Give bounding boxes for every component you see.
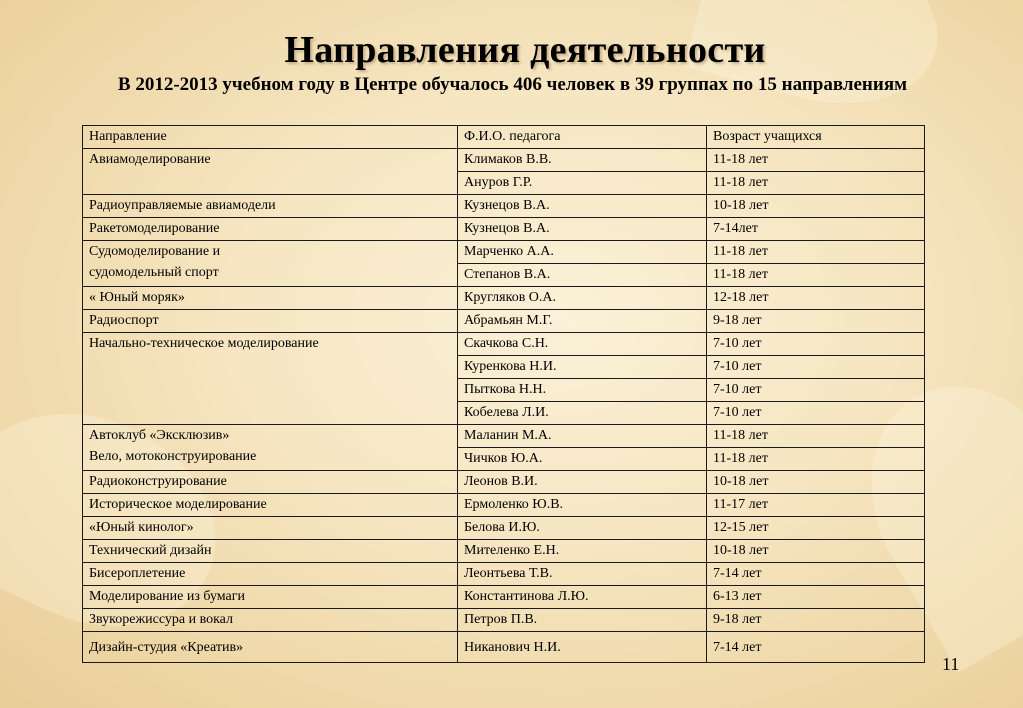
age-cell: 10-18 лет — [707, 195, 925, 218]
page-title: Направления деятельности — [284, 29, 766, 71]
direction-cell — [83, 287, 458, 310]
direction-cell — [83, 586, 458, 609]
teacher-cell: Кобелева Л.И. — [458, 402, 707, 425]
direction-name: Дизайн-студия «Креатив» — [89, 639, 244, 655]
table-row — [83, 287, 925, 310]
age-cell: 7-14 лет — [707, 563, 925, 586]
direction-name: Бисероплетение — [89, 566, 186, 581]
teacher-cell: Чичков Ю.А. — [458, 448, 707, 471]
teacher-cell: Скачкова С.Н. — [458, 333, 707, 356]
direction-cell — [83, 517, 458, 540]
direction-cell — [83, 425, 458, 471]
table-header-row — [83, 126, 925, 149]
direction-cell — [83, 310, 458, 333]
table-row — [83, 218, 925, 241]
teacher-cell: Абрамьян М.Г. — [458, 310, 707, 333]
direction-name: Автоклуб «Эксклюзив» — [89, 428, 230, 443]
age-cell: 11-18 лет — [707, 172, 925, 195]
age-cell: 11-17 лет — [707, 494, 925, 517]
teacher-cell: Петров П.В. — [458, 609, 707, 632]
table-row — [83, 149, 925, 172]
table-row — [83, 517, 925, 540]
teacher-cell: Кузнецов В.А. — [458, 218, 707, 241]
age-cell: 9-18 лет — [707, 609, 925, 632]
table-row — [83, 241, 925, 264]
table-row — [83, 471, 925, 494]
direction-name: Начально-техническое моделирование — [89, 336, 319, 351]
direction-cell — [83, 540, 458, 563]
table-row — [83, 540, 925, 563]
teacher-cell: Марченко А.А. — [458, 241, 707, 264]
direction-name: Судомоделирование и — [89, 244, 221, 259]
table-row — [83, 425, 925, 448]
direction-name: судомодельный спорт — [89, 265, 219, 280]
direction-name: « Юный моряк» — [89, 290, 185, 305]
page-number: 11 — [942, 654, 960, 674]
age-cell: 7-14 лет — [707, 632, 925, 663]
teacher-cell: Белова И.Ю. — [458, 517, 707, 540]
table-row — [83, 494, 925, 517]
age-cell: 7-14лет — [707, 218, 925, 241]
teacher-cell: Степанов В.А. — [458, 264, 707, 287]
teacher-cell: Леонов В.И. — [458, 471, 707, 494]
direction-cell — [83, 632, 458, 663]
direction-cell — [83, 218, 458, 241]
teacher-cell: Мителенко Е.Н. — [458, 540, 707, 563]
table-row — [83, 563, 925, 586]
age-cell: 7-10 лет — [707, 402, 925, 425]
teacher-cell: Кругляков О.А. — [458, 287, 707, 310]
age-cell: 11-18 лет — [707, 425, 925, 448]
table-row — [83, 310, 925, 333]
direction-cell — [83, 241, 458, 287]
direction-name: Авиамоделирование — [89, 152, 211, 167]
table-row — [83, 586, 925, 609]
age-cell: 11-18 лет — [707, 264, 925, 287]
age-cell: 11-18 лет — [707, 149, 925, 172]
teacher-cell: Пыткова Н.Н. — [458, 379, 707, 402]
direction-name: Ракетомоделирование — [89, 221, 220, 236]
teacher-cell: Маланин М.А. — [458, 425, 707, 448]
direction-name: Радиоспорт — [89, 313, 159, 328]
table-row — [83, 609, 925, 632]
age-cell: 7-10 лет — [707, 333, 925, 356]
age-cell: 11-18 лет — [707, 448, 925, 471]
age-cell: 10-18 лет — [707, 540, 925, 563]
header-age: Возраст учащихся — [707, 126, 925, 149]
table-row — [83, 632, 925, 663]
direction-cell — [83, 563, 458, 586]
age-cell: 9-18 лет — [707, 310, 925, 333]
age-cell: 11-18 лет — [707, 241, 925, 264]
teacher-cell: Климаков В.В. — [458, 149, 707, 172]
direction-cell — [83, 471, 458, 494]
direction-name: Моделирование из бумаги — [89, 589, 245, 604]
direction-cell — [83, 195, 458, 218]
age-cell: 6-13 лет — [707, 586, 925, 609]
direction-name: Историческое моделирование — [89, 497, 267, 512]
age-cell: 7-10 лет — [707, 379, 925, 402]
teacher-cell: Константинова Л.Ю. — [458, 586, 707, 609]
age-cell: 7-10 лет — [707, 356, 925, 379]
table-row — [83, 333, 925, 356]
direction-name: Звукорежиссура и вокал — [89, 612, 233, 627]
page-subtitle: В 2012-2013 учебном году в Центре обучалось 406 человек в 39 группах по 15 направлениям — [117, 74, 908, 95]
header-teacher: Ф.И.О. педагога — [458, 126, 707, 149]
direction-name: Вело, мотоконструирование — [89, 449, 257, 464]
direction-cell — [83, 494, 458, 517]
direction-name: Радиоуправляемые авиамодели — [89, 198, 276, 213]
teacher-cell: Никанович Н.И. — [458, 632, 707, 663]
table-row — [83, 195, 925, 218]
direction-name: «Юный кинолог» — [89, 520, 194, 535]
direction-cell — [83, 609, 458, 632]
direction-name: Радиоконструирование — [89, 474, 227, 489]
header-direction: Направление — [83, 126, 458, 149]
teacher-cell: Куренкова Н.И. — [458, 356, 707, 379]
table-body — [83, 149, 925, 663]
direction-cell — [83, 333, 458, 425]
activities-table — [82, 125, 925, 663]
teacher-cell: Ермоленко Ю.В. — [458, 494, 707, 517]
teacher-cell: Кузнецов В.А. — [458, 195, 707, 218]
teacher-cell: Леонтьева Т.В. — [458, 563, 707, 586]
age-cell: 12-18 лет — [707, 287, 925, 310]
age-cell: 12-15 лет — [707, 517, 925, 540]
age-cell: 10-18 лет — [707, 471, 925, 494]
teacher-cell: Ануров Г.Р. — [458, 172, 707, 195]
direction-name: Технический дизайн — [89, 543, 212, 558]
direction-cell — [83, 149, 458, 195]
